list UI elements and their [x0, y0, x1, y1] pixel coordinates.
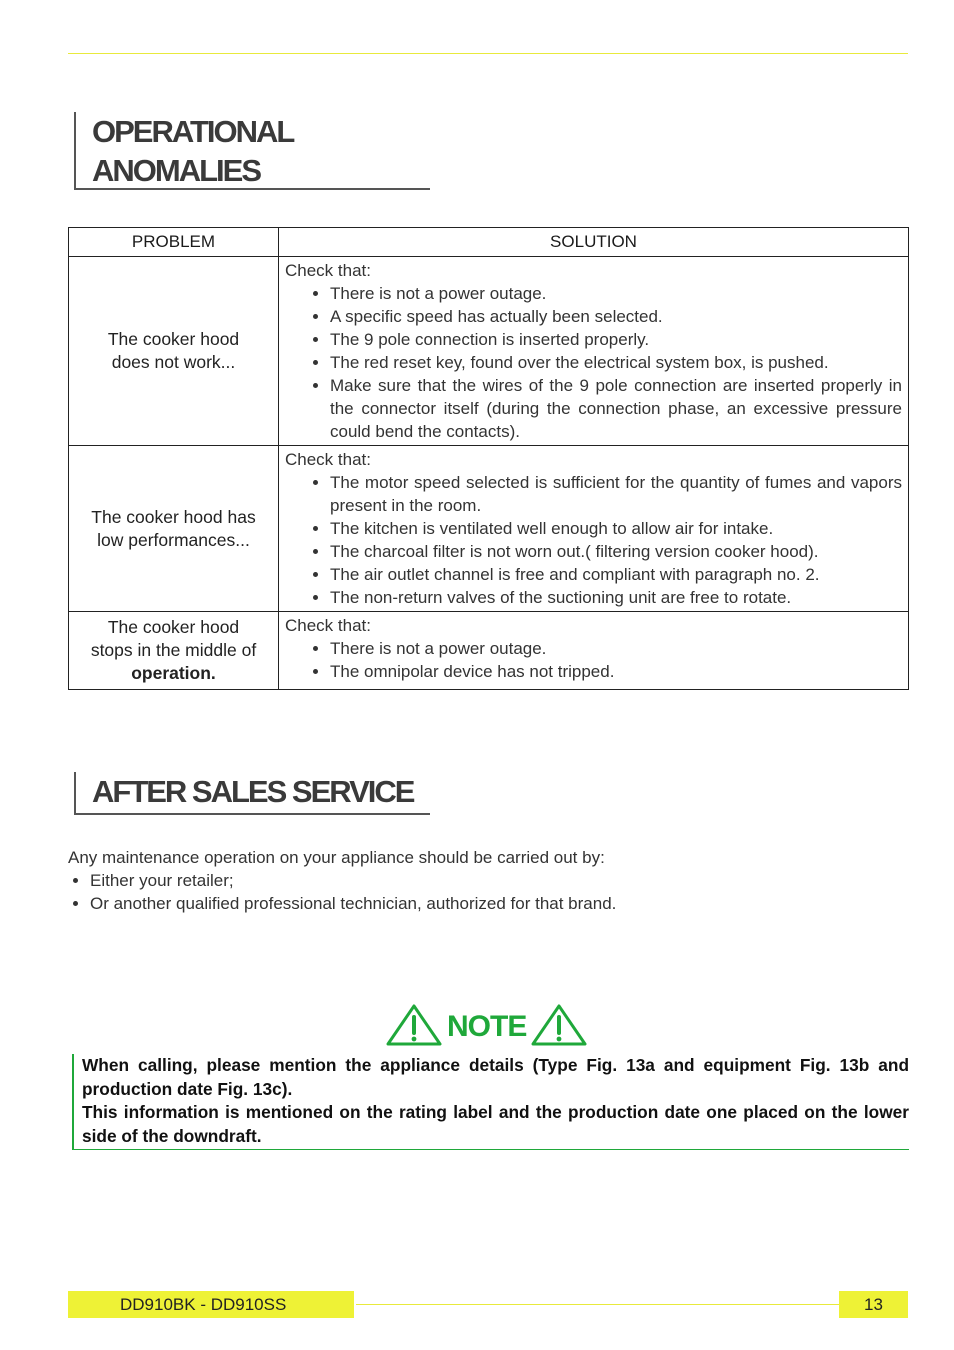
list-item: • Either your retailer; [90, 869, 616, 892]
problem-text: stops in the middle of [90, 640, 257, 660]
solution-list [285, 637, 902, 683]
operational-anomalies-heading [74, 112, 430, 190]
table-row [69, 612, 909, 690]
header-solution: SOLUTION [279, 228, 909, 257]
solution-list [285, 282, 902, 443]
problem-cell [69, 446, 279, 612]
warning-triangle-icon [530, 1003, 588, 1047]
list-item: • The air outlet channel is free and compliant with paragraph no. 2. [330, 563, 902, 586]
heading-underline [74, 188, 430, 190]
section-title: AFTER SALES SERVICE [92, 774, 414, 809]
table-row [69, 446, 909, 612]
title-line-1: OPERATIONAL [92, 114, 294, 149]
problem-cell [69, 257, 279, 446]
solution-intro: Check that: [285, 261, 371, 280]
list-item: • The red reset key, found over the electrical system box, is pushed. [330, 351, 902, 374]
heading-bar [74, 112, 76, 190]
list-item: • The motor speed selected is sufficient for the quantity of fumes and vapors present in the room. [330, 471, 902, 517]
list-item: • A specific speed has actually been selected. [330, 305, 902, 328]
list-item: • The 9 pole connection is inserted properly. [330, 328, 902, 351]
anomalies-table [68, 227, 909, 690]
problem-text: does not work... [111, 352, 236, 372]
problem-text: The cooker hood [107, 329, 240, 349]
list-item: • The omnipolar device has not tripped. [330, 660, 902, 683]
solution-cell [279, 446, 909, 612]
note-paragraph: This information is mentioned on the rating label and the production date one placed on the lower side of the downdraft. [82, 1102, 909, 1146]
list-item: • Make sure that the wires of the 9 pole connection are inserted properly in the connector itself (during the connection phase, an excessive pressure could bend the contacts). [330, 374, 902, 443]
footer-model: DD910BK - DD910SS [68, 1291, 354, 1318]
list-item: • The non-return valves of the suctioning unit are free to rotate. [330, 586, 902, 609]
list-item: • The charcoal filter is not worn out.( filtering version cooker hood). [330, 540, 902, 563]
solution-intro: Check that: [285, 450, 371, 469]
table-header-row [69, 228, 909, 257]
header-problem: PROBLEM [69, 228, 279, 257]
after-sales-heading [74, 772, 430, 815]
warning-triangle-icon [385, 1003, 443, 1047]
solution-cell [279, 257, 909, 446]
table-row [69, 257, 909, 446]
note-title [385, 1003, 588, 1047]
list-item: • There is not a power outage. [330, 637, 902, 660]
list-item: • Or another qualified professional technician, authorized for that brand. [90, 892, 616, 915]
list-item: • The kitchen is ventilated well enough to allow air for intake. [330, 517, 902, 540]
heading-underline [74, 813, 430, 815]
heading-bar [74, 772, 76, 815]
solution-intro: Check that: [285, 616, 371, 635]
title-line-2: ANOMALIES [92, 153, 260, 188]
problem-cell [69, 612, 279, 690]
note-box [72, 1054, 909, 1150]
top-rule [68, 53, 908, 54]
page-number: 13 [839, 1291, 908, 1318]
after-sales-intro: Any maintenance operation on your appliance should be carried out by: [68, 848, 605, 867]
problem-text: The cooker hood [107, 617, 240, 637]
note-label: NOTE [447, 1010, 527, 1043]
note-paragraph: When calling, please mention the appliance details (Type Fig. 13a and equipment Fig. 13b and production date Fig. 13c). [82, 1055, 909, 1099]
footer-rule [356, 1304, 839, 1305]
problem-text: operation. [131, 663, 216, 683]
list-item: • There is not a power outage. [330, 282, 902, 305]
problem-text: low performances... [97, 529, 250, 550]
page-title [74, 112, 430, 190]
solution-cell [279, 612, 909, 690]
problem-text: The cooker hood has [91, 506, 256, 527]
after-sales-list [68, 869, 616, 915]
after-sales-text [68, 846, 616, 915]
solution-list [285, 471, 902, 609]
